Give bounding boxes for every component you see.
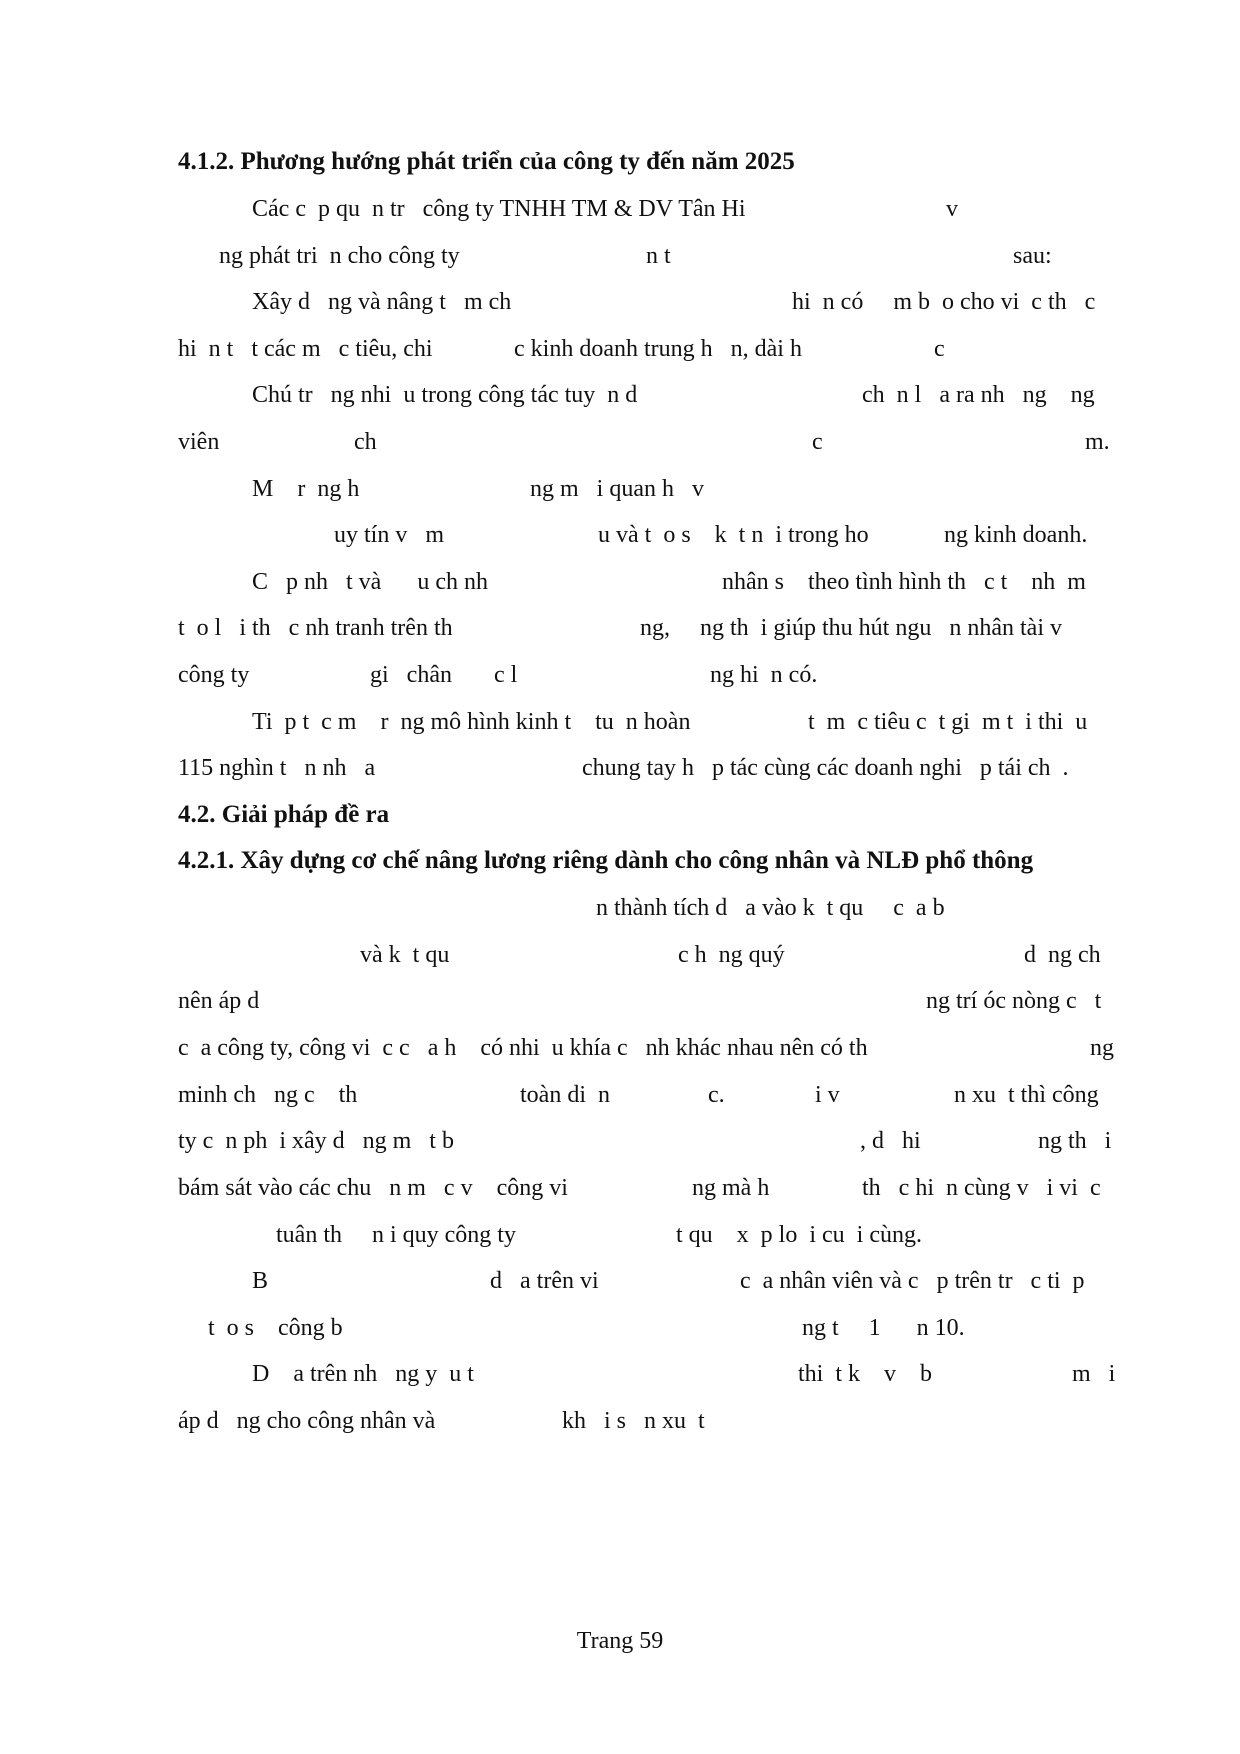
text-fragment: ng trí óc nòng c t [926,988,1102,1014]
text-fragment: ng phát tri n cho công ty [219,243,460,269]
text-fragment: và k t qu [360,942,450,968]
text-fragment: ng t 1 n 10. [802,1315,965,1341]
text-fragment: ng mà h [692,1175,770,1201]
text-fragment: ng hi n có. [710,662,818,688]
text-fragment: c h ng quý [678,942,785,968]
section-heading-4-1-2: 4.1.2. Phương hướng phát triển của công ty đến năm 2025 [178,148,795,175]
text-fragment: ng th i [1038,1128,1112,1154]
text-fragment: c a nhân viên và c p trên tr c ti p [740,1268,1085,1294]
text-fragment: d ng ch [1024,942,1101,968]
text-fragment: n thành tích d a vào k t qu c a b [596,895,945,921]
text-fragment: sau: [1013,243,1052,269]
page-number: Trang 59 [576,1628,664,1654]
text-fragment: ng, ng th i giúp thu hút ngu n nhân tài v [640,615,1062,641]
text-fragment: t o l i th c nh tranh trên th [178,615,453,641]
text-fragment: v [946,196,958,222]
text-fragment: nên áp d [178,988,260,1014]
text-fragment: toàn di n [520,1082,610,1108]
text-fragment: chung tay h p tác cùng các doanh nghi p tái ch . [582,755,1069,781]
text-fragment: , d hi [860,1128,921,1154]
text-fragment: m. [1085,429,1110,455]
text-fragment: Các c p qu n tr công ty TNHH TM & DV Tân Hi [252,196,746,222]
missing-glyph-icon [763,243,769,269]
text-fragment: ch n l a ra nh ng ng [862,382,1095,408]
text-fragment: m i [1072,1361,1116,1387]
text-fragment: ng m i quan h v [530,476,704,502]
section-heading-4-2-1: 4.2.1. Xây dựng cơ chế nâng lương riêng dành cho công nhân và NLĐ phổ thông [178,847,1034,874]
text-fragment: t qu x p lo i cu i cùng. [676,1222,922,1248]
text-fragment: ty c n ph i xây d ng m t b [178,1128,454,1154]
text-fragment: i v [815,1082,840,1108]
text-fragment: c kinh doanh trung h n, dài h [514,336,802,362]
text-fragment: kh i s n xu t [562,1408,705,1434]
text-fragment: n t [646,243,671,269]
text-fragment: hi n có m b o cho vi c th c [792,289,1096,315]
text-fragment: công ty [178,662,250,688]
text-fragment: bám sát vào các chu n m c v công vi [178,1175,568,1201]
text-fragment: áp d ng cho công nhân và [178,1408,436,1434]
text-fragment: B [252,1268,269,1294]
text-fragment: nhân s theo tình hình th c t nh m [722,569,1086,595]
missing-glyph-icon [922,243,928,269]
text-fragment: c a công ty, công vi c c a h có nhi u khía c nh khác nhau nên có th [178,1035,868,1061]
text-fragment: c [934,336,945,362]
text-fragment: D a trên nh ng y u t [252,1361,474,1387]
text-fragment: c [812,429,823,455]
text-fragment: th c hi n cùng v i vi c [862,1175,1101,1201]
text-fragment: 115 nghìn t n nh a [178,755,376,781]
missing-glyph-icon [506,755,512,781]
text-fragment: d a trên vi [490,1268,599,1294]
section-heading-4-2: 4.2. Giải pháp đề ra [178,801,390,828]
text-fragment: n xu t thì công [954,1082,1099,1108]
text-fragment: ng [1090,1035,1114,1061]
text-fragment: C p nh t và u ch nh [252,569,488,595]
text-fragment: minh ch ng c th [178,1082,358,1108]
text-fragment: c. [708,1082,725,1108]
text-fragment: Xây d ng và nâng t m ch [252,289,512,315]
text-fragment: gi chân c l [370,662,518,688]
text-fragment: uy tín v m [334,522,445,548]
text-fragment: M r ng h [252,476,360,502]
text-fragment: Chú tr ng nhi u trong công tác tuy n d [252,382,638,408]
text-fragment: u và t o s k t n i trong ho [598,522,869,548]
text-fragment: Ti p t c m r ng mô hình kinh t tu n hoàn [252,709,691,735]
text-fragment: ng kinh doanh. [944,522,1088,548]
text-fragment: hi n t t các m c tiêu, chi [178,336,433,362]
text-fragment: t o s công b [208,1315,343,1341]
text-fragment: thi t k v b [798,1361,933,1387]
text-fragment: t m c tiêu c t gi m t i thi u [808,709,1088,735]
text-fragment: viên [178,429,220,455]
text-fragment: ch [354,429,377,455]
text-fragment: tuân th n i quy công ty [276,1222,516,1248]
